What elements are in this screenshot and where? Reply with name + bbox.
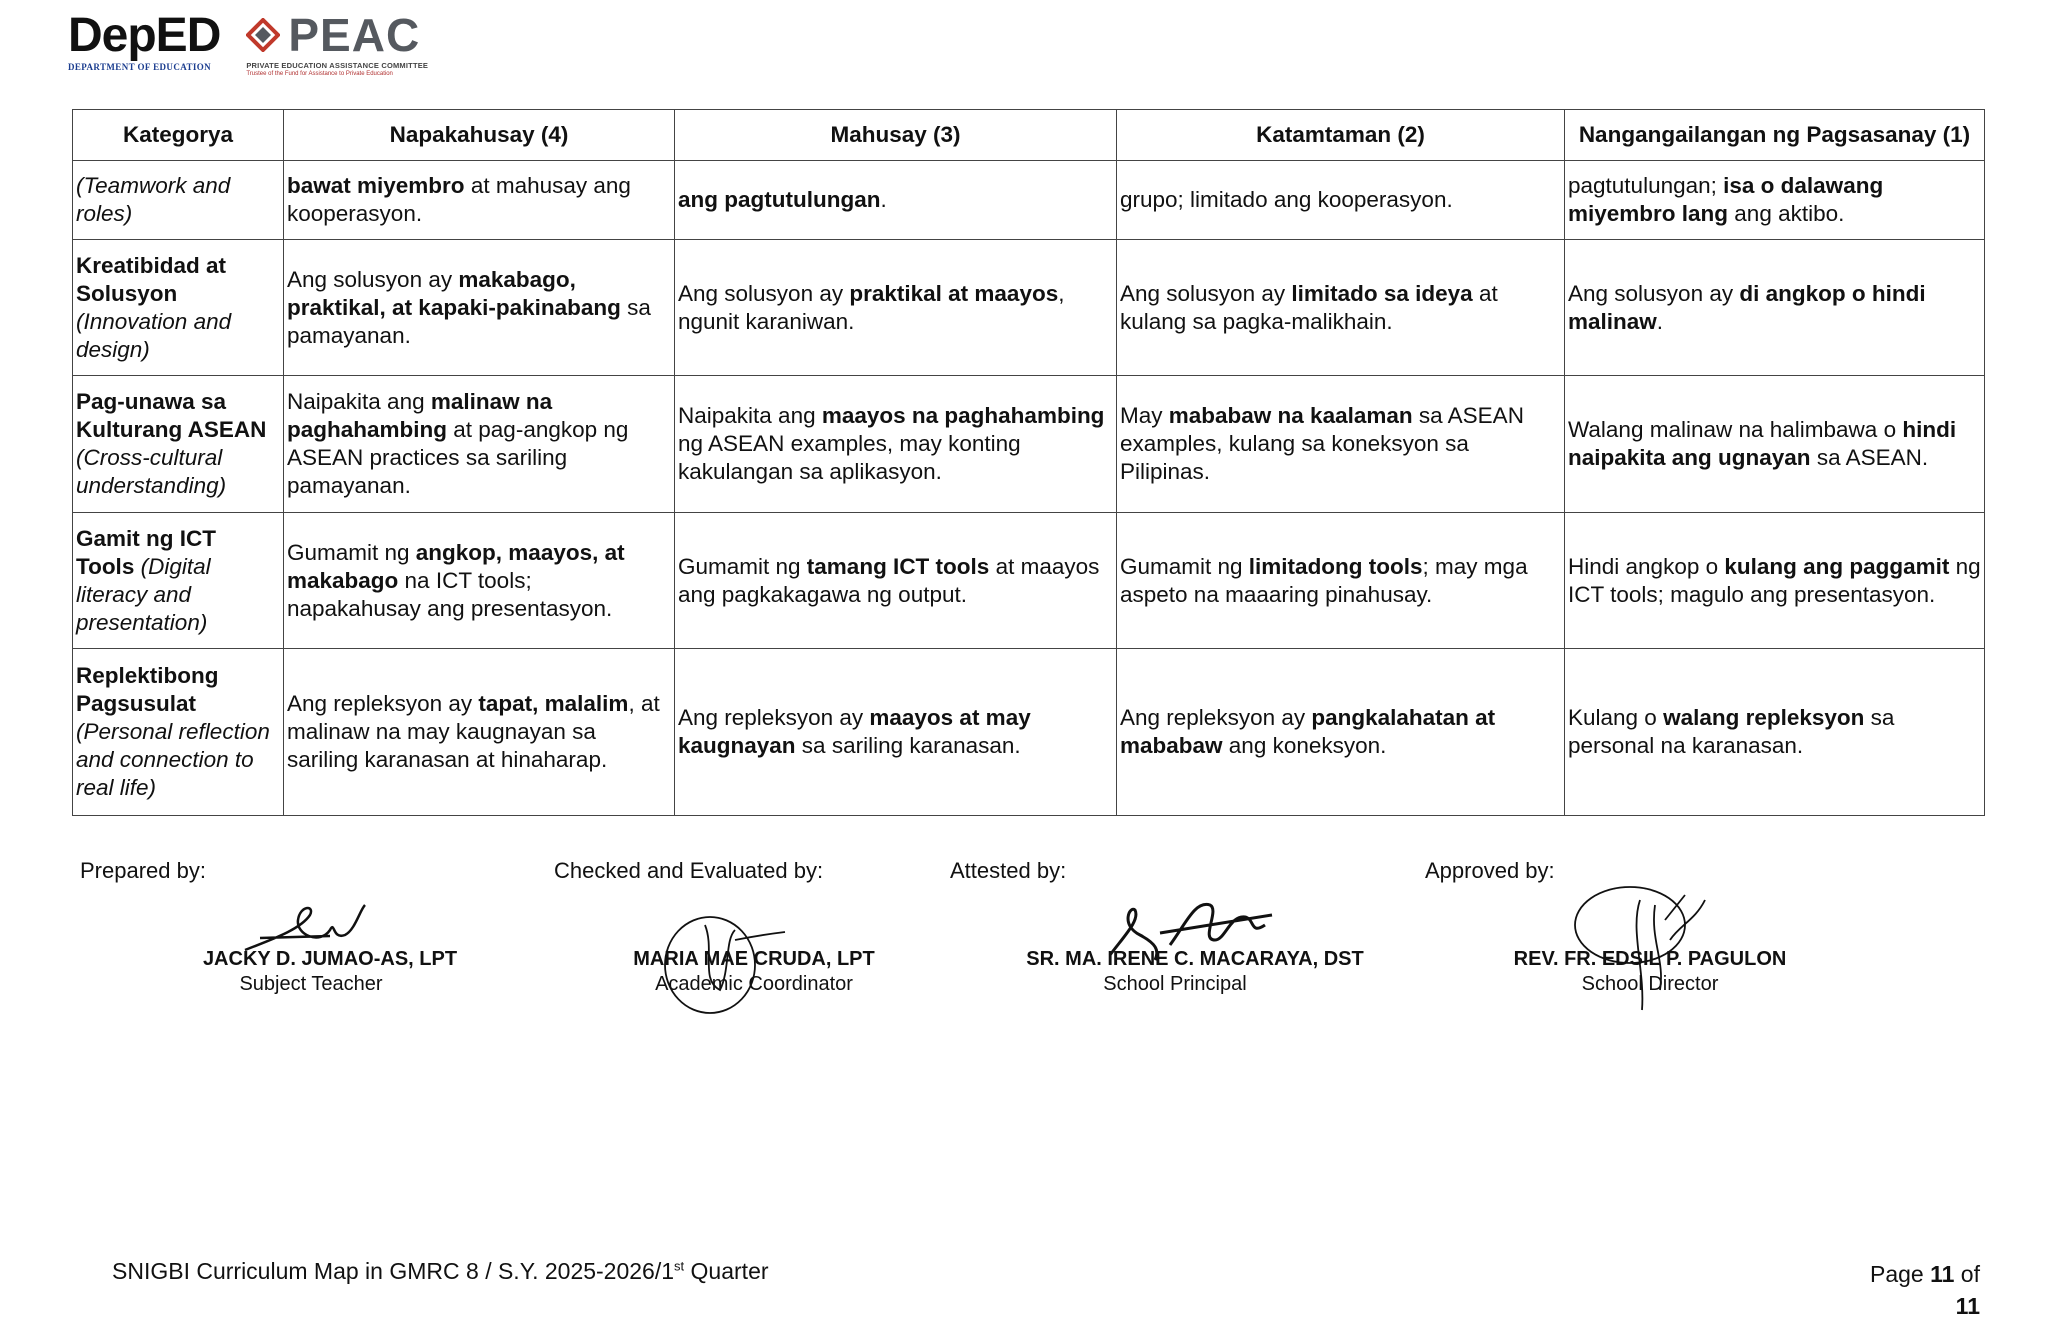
cell-text: sa ASEAN examples, kulang sa koneksyon sa Pilipinas.: [1120, 403, 1524, 484]
peac-logo-subtitle: PRIVATE EDUCATION ASSISTANCE COMMITTEE: [246, 61, 429, 70]
header-logos: [68, 9, 429, 77]
page-total: 11: [1955, 1293, 1980, 1319]
signatory-name: JACKY D. JUMAO-AS, LPT: [202, 948, 458, 970]
cell-text: Ang repleksyon ay: [287, 691, 479, 716]
footer-title-end: Quarter: [684, 1258, 769, 1284]
category-name: Gamit ng ICT Tools: [76, 525, 216, 579]
footer-title-superscript: st: [674, 1258, 685, 1274]
signatory-prepared: [160, 948, 500, 996]
cell-bold-text: mababaw na kaalaman: [1168, 403, 1413, 428]
cell-text: Kulang o: [1568, 705, 1664, 730]
rubric-cell-c4: [284, 649, 675, 816]
rubric-cell-c1: [1565, 161, 1985, 240]
rubric-cell-c3: [675, 513, 1117, 649]
cell-text: Naipakita ang: [287, 389, 431, 414]
cell-text: Walang malinaw na halimbawa o: [1568, 417, 1903, 442]
cell-text: May: [1120, 403, 1169, 428]
category-subtitle: (Teamwork and roles): [76, 173, 231, 226]
category-cell: [73, 649, 284, 816]
cell-text: Ang solusyon ay: [678, 280, 850, 306]
signatory-checked: [594, 948, 914, 996]
deped-logo-text: DepED: [68, 9, 221, 62]
signatory-title: School Principal: [1103, 973, 1247, 995]
rubric-cell-c1: [1565, 376, 1985, 513]
table-row: [73, 240, 1985, 376]
page-of-word: of: [1954, 1261, 1980, 1287]
table-header-row: [73, 110, 1985, 161]
cell-bold-text: praktikal at maayos: [849, 280, 1059, 306]
column-header: Kategorya: [73, 110, 284, 161]
cell-text: na ICT tools; napakahusay ang presentasyon.: [287, 567, 613, 621]
column-header: Napakahusay (4): [284, 110, 675, 161]
signatory-title: Subject Teacher: [239, 973, 383, 995]
category-subtitle: (Digital literacy and presentation): [76, 553, 211, 635]
rubric-cell-c1: [1565, 240, 1985, 376]
signatory-approved: [1480, 948, 1820, 996]
cell-text: .: [880, 187, 887, 212]
cell-bold-text: malinaw na paghahambing: [287, 389, 553, 442]
cell-text: Gumamit ng: [287, 539, 416, 565]
cell-text: at mahusay ang kooperasyon.: [287, 173, 631, 226]
signatory-name: SR. MA. IRENE C. MACARAYA, DST: [1026, 948, 1364, 970]
rubric-cell-c4: [284, 161, 675, 240]
category-subtitle: (Personal reflection and connection to real life): [76, 719, 270, 800]
cell-text: at maayos ang pagkakagawa ng output.: [678, 553, 1100, 607]
table-row: [73, 649, 1985, 816]
cell-text: Ang solusyon ay: [287, 266, 459, 292]
page-current: 11: [1930, 1261, 1955, 1287]
rubric-cell-c2: [1117, 240, 1565, 376]
peac-logo: [246, 9, 429, 77]
cell-bold-text: bawat miyembro: [287, 173, 465, 198]
cell-bold-text: limitadong tools: [1248, 553, 1423, 579]
cell-bold-text: kulang ang paggamit: [1724, 553, 1950, 579]
signatory-name: REV. FR. EDSIL P. PAGULON: [1513, 948, 1787, 970]
cell-bold-text: pangkalahatan at mababaw: [1120, 705, 1496, 758]
column-header: Nangangailangan ng Pagsasanay (1): [1565, 110, 1985, 161]
rubric-cell-c3: [675, 649, 1117, 816]
rubric-cell-c2: [1117, 513, 1565, 649]
peac-logo-tagline: Trustee of the Fund for Assistance to Private Education: [246, 71, 393, 77]
cell-text: Ang repleksyon ay: [1120, 705, 1312, 730]
cell-text: ; may mga aspeto na maaaring pinahusay.: [1120, 553, 1528, 607]
cell-text: Hindi angkop o: [1568, 553, 1725, 579]
cell-bold-text: limitado sa ideya: [1291, 280, 1473, 306]
category-name: Kreatibidad at Solusyon: [76, 252, 227, 306]
table-row: [73, 513, 1985, 649]
cell-text: pagtutulungan;: [1568, 173, 1724, 198]
cell-text: at pag-angkop ng ASEAN practices sa sariling pamayanan.: [287, 417, 629, 498]
rubric-cell-c4: [284, 240, 675, 376]
rubric-cell-c1: [1565, 513, 1985, 649]
signatory-title: School Director: [1581, 973, 1719, 995]
category-cell: [73, 240, 284, 376]
category-name: Pag-unawa sa Kulturang ASEAN: [76, 389, 267, 442]
cell-text: Ang repleksyon ay: [678, 705, 870, 730]
category-cell: [73, 161, 284, 240]
cell-text: , ngunit karaniwan.: [678, 280, 1065, 334]
cell-bold-text: isa o dalawang miyembro lang: [1568, 173, 1884, 226]
cell-bold-text: maayos na paghahambing: [821, 403, 1105, 428]
cell-bold-text: hindi naipakita ang ugnayan: [1568, 417, 1957, 470]
cell-bold-text: angkop, maayos, at makabago: [287, 539, 625, 593]
deped-logo-subtitle: DEPARTMENT OF EDUCATION: [68, 62, 212, 72]
cell-text: ang aktibo.: [1728, 201, 1845, 226]
cell-bold-text: makabago, praktikal, at kapaki-pakinabang: [287, 266, 621, 320]
category-subtitle: (Innovation and design): [76, 308, 232, 362]
rubric-cell-c3: [675, 240, 1117, 376]
rubric-cell-c4: [284, 376, 675, 513]
prepared-by-label: Prepared by:: [80, 858, 206, 883]
cell-text: grupo; limitado ang kooperasyon.: [1120, 187, 1453, 212]
cell-bold-text: di angkop o hindi malinaw: [1568, 280, 1926, 334]
attested-by-label: Attested by:: [950, 858, 1067, 883]
cell-text: Ang solusyon ay: [1120, 280, 1292, 306]
cell-bold-text: tapat, malalim: [478, 691, 629, 716]
cell-text: sa personal na karanasan.: [1568, 705, 1895, 758]
deped-logo: [68, 9, 221, 72]
category-subtitle: (Cross-cultural understanding): [76, 445, 227, 498]
cell-text: ang koneksyon.: [1222, 733, 1387, 758]
signatory-title: Academic Coordinator: [655, 973, 853, 995]
cell-text: sa pamayanan.: [287, 294, 651, 348]
cell-text: Gumamit ng: [678, 553, 807, 579]
cell-text: at kulang sa pagka-malikhain.: [1120, 280, 1498, 334]
cell-text: Naipakita ang: [678, 403, 822, 428]
cell-text: , at malinaw na may kaugnayan sa sariling karanasan at hinaharap.: [287, 691, 660, 772]
cell-text: ng ASEAN examples, may konting kakulangan sa aplikasyon.: [678, 431, 1021, 484]
category-name: Replektibong Pagsusulat: [76, 663, 219, 716]
column-header: Mahusay (3): [675, 110, 1117, 161]
rubric-cell-c4: [284, 513, 675, 649]
footer-page-number: [1870, 1258, 1980, 1322]
page-word: Page: [1869, 1261, 1931, 1287]
cell-text: Ang solusyon ay: [1568, 280, 1740, 306]
footer-document-title: [112, 1258, 769, 1285]
cell-text: ng ICT tools; magulo ang presentasyon.: [1568, 553, 1981, 607]
rubric-cell-c3: [675, 376, 1117, 513]
footer-title-text: SNIGBI Curriculum Map in GMRC 8 / S.Y. 2025-2026/1: [112, 1258, 675, 1284]
rubric-cell-c1: [1565, 649, 1985, 816]
category-cell: [73, 376, 284, 513]
column-header: Katamtaman (2): [1117, 110, 1565, 161]
rubric-cell-c2: [1117, 649, 1565, 816]
peac-logo-text: PEAC: [288, 9, 421, 61]
cell-bold-text: tamang ICT tools: [806, 553, 990, 579]
table-row: [73, 161, 1985, 240]
table-row: [73, 376, 1985, 513]
category-cell: [73, 513, 284, 649]
approved-by-label: Approved by:: [1425, 858, 1555, 883]
cell-bold-text: walang repleksyon: [1663, 705, 1865, 730]
rubric-cell-c3: [675, 161, 1117, 240]
rubric-cell-c2: [1117, 161, 1565, 240]
signatory-attested: [1000, 948, 1390, 996]
cell-text: .: [1656, 308, 1664, 334]
cell-text: sa sariling karanasan.: [795, 733, 1021, 758]
signatory-name: MARIA MAE CRUDA, LPT: [633, 948, 875, 970]
rubric-table: [72, 109, 1985, 816]
peac-emblem-icon: [246, 18, 280, 52]
checked-by-label: Checked and Evaluated by:: [554, 858, 824, 883]
cell-bold-text: ang pagtutulungan: [678, 187, 881, 212]
cell-text: Gumamit ng: [1120, 553, 1249, 579]
cell-bold-text: maayos at may kaugnayan: [678, 705, 1031, 758]
rubric-cell-c2: [1117, 376, 1565, 513]
cell-text: sa ASEAN.: [1810, 445, 1929, 470]
